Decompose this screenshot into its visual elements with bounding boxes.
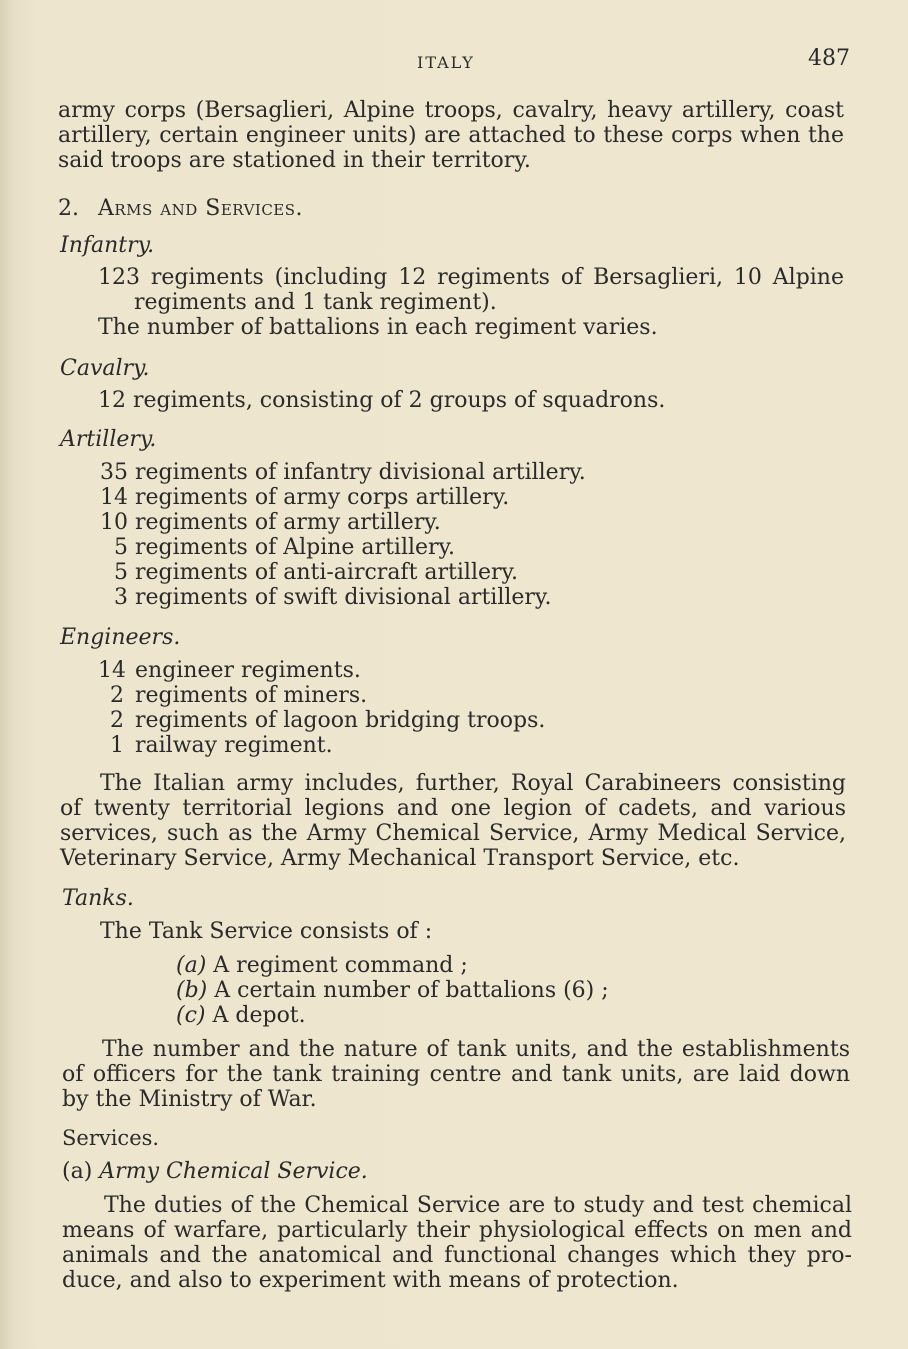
tanks-intro: The Tank Service consists of : [100, 919, 433, 944]
tanks-item-text: A certain number of battalions (6) ; [214, 978, 609, 1003]
artillery-text: regiments of swift divisional artillery. [135, 585, 552, 610]
artillery-count: 14 [100, 485, 128, 510]
artillery-text: regiments of army corps artillery. [135, 485, 510, 510]
services-paragraph-line: animals and the anatomical and functional changes which they pro- [62, 1243, 852, 1268]
section-heading [58, 196, 303, 221]
services-subheading [62, 1159, 368, 1184]
cavalry-line: 12 regiments, consisting of 2 groups of squadrons. [98, 388, 666, 413]
tanks-paragraph-line: The number and the nature of tank units, and the establishments [102, 1037, 850, 1062]
running-title: ITALY [417, 53, 475, 72]
engineers-count: 2 [110, 708, 124, 733]
artillery-item [98, 485, 509, 510]
infantry-line: 123 regiments (including 12 regiments of Bersaglieri, 10 Alpine [98, 265, 844, 290]
page-number: 487 [808, 46, 850, 71]
artillery-text: regiments of infantry divisional artillery. [135, 460, 586, 485]
infantry-heading: Infantry. [60, 233, 155, 258]
army-paragraph-line: of twenty territorial legions and one legion of cadets, and various [60, 796, 846, 821]
artillery-item [98, 585, 551, 610]
tanks-item-text: A regiment command ; [213, 953, 468, 978]
artillery-text: regiments of army artillery. [135, 510, 441, 535]
services-sub-title: Army Chemical Service. [99, 1159, 368, 1184]
artillery-count: 5 [114, 535, 128, 560]
artillery-text: regiments of anti-aircraft artillery. [135, 560, 519, 585]
artillery-count: 10 [100, 510, 128, 535]
army-paragraph-line: The Italian army includes, further, Royal Carabineers consisting [100, 771, 846, 796]
tanks-paragraph-line: by the Ministry of War. [62, 1087, 317, 1112]
infantry-line: The number of battalions in each regiment varies. [98, 315, 658, 340]
infantry-line: regiments and 1 tank regiment). [134, 290, 497, 315]
engineers-count: 14 [98, 658, 126, 683]
engineers-item [98, 708, 545, 733]
tanks-item [176, 1003, 306, 1028]
artillery-heading: Artillery. [60, 427, 157, 452]
army-paragraph-line: services, such as the Army Chemical Service, Army Medical Service, [60, 821, 846, 846]
section-number: 2. [58, 196, 79, 221]
services-sub-label: (a) [62, 1159, 93, 1184]
services-paragraph-line: The duties of the Chemical Service are to study and test chemical [104, 1193, 852, 1218]
artillery-item [98, 535, 455, 560]
engineers-text: railway regiment. [135, 733, 333, 758]
tanks-heading: Tanks. [62, 886, 134, 911]
artillery-count: 35 [100, 460, 128, 485]
engineers-item [98, 733, 333, 758]
artillery-item [98, 460, 586, 485]
services-paragraph-line: duce, and also to experiment with means of protection. [62, 1268, 679, 1293]
tanks-item-text: A depot. [212, 1003, 306, 1028]
intro-line: artillery, certain engineer units) are attached to these corps when the [58, 123, 844, 148]
tanks-item [176, 978, 609, 1003]
engineers-heading: Engineers. [60, 625, 181, 650]
engineers-text: regiments of lagoon bridging troops. [135, 708, 546, 733]
tanks-item [176, 953, 468, 978]
cavalry-heading: Cavalry. [60, 356, 150, 381]
services-heading: Services. [62, 1126, 160, 1150]
tanks-paragraph-line: of officers for the tank training centre and tank units, are laid down [62, 1062, 850, 1087]
artillery-item [98, 560, 518, 585]
services-paragraph-line: means of warfare, particularly their physiological effects on men and [62, 1218, 852, 1243]
engineers-count: 2 [110, 683, 124, 708]
artillery-text: regiments of Alpine artillery. [135, 535, 456, 560]
engineers-item [98, 658, 361, 683]
engineers-item [98, 683, 367, 708]
artillery-item [98, 510, 441, 535]
tanks-item-label: (a) [176, 953, 207, 978]
tanks-item-label: (b) [176, 978, 208, 1003]
engineers-count: 1 [110, 733, 124, 758]
engineers-text: engineer regiments. [135, 658, 361, 683]
tanks-item-label: (c) [176, 1003, 206, 1028]
artillery-count: 5 [114, 560, 128, 585]
army-paragraph-line: Veterinary Service, Army Mechanical Transport Service, etc. [60, 846, 740, 871]
artillery-count: 3 [114, 585, 128, 610]
intro-line: said troops are stationed in their territory. [58, 148, 531, 173]
engineers-text: regiments of miners. [135, 683, 368, 708]
intro-line: army corps (Bersaglieri, Alpine troops, cavalry, heavy artillery, coast [58, 98, 844, 123]
section-title: Arms and Services. [98, 196, 304, 221]
